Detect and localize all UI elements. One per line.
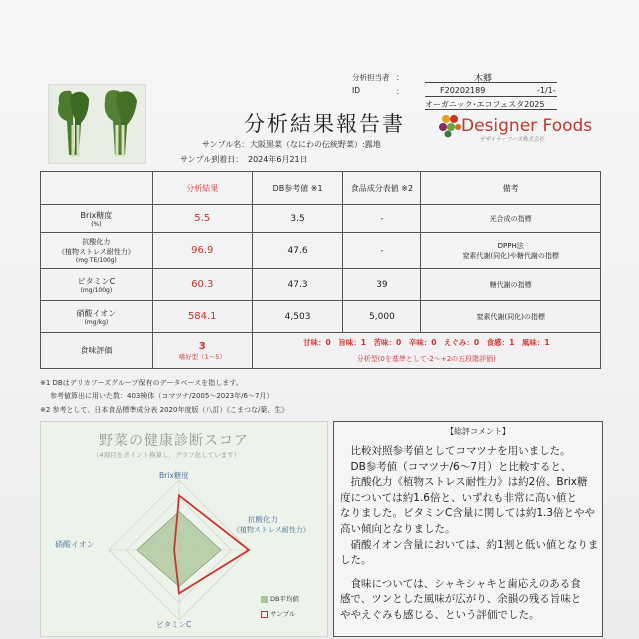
footnote-1: ※1 DBはデリカフーズグループ保有のデータベースを指します。 — [40, 379, 243, 387]
row-food: 5,000 — [343, 301, 421, 333]
health-score-panel — [40, 421, 328, 637]
analyst-colon: ： — [396, 73, 404, 82]
footnote-2: ※2 参考として、日本食品標準成分表 2020年度版（八訂）《こまつな/葉、生》 — [40, 406, 289, 414]
header-note: 備考 — [421, 172, 601, 205]
results-table — [40, 171, 601, 369]
analyst-value: 木郷 — [474, 74, 493, 84]
table-header-row — [41, 172, 601, 205]
row-name: 抗酸化力 — [82, 238, 111, 246]
event-underline — [425, 109, 557, 110]
analyst-underline — [425, 82, 557, 83]
page-number: -1/1- — [537, 86, 556, 95]
table-row — [41, 205, 601, 233]
row-unit: (mg/100g) — [80, 286, 113, 294]
legend-db-swatch — [261, 596, 268, 603]
comment-box — [333, 421, 603, 637]
legend-sample: サンプル — [270, 610, 296, 618]
sample-value: 大阪黒菜（なにわの伝統野菜）:露地 — [250, 140, 381, 149]
row-unit: (%) — [91, 220, 102, 228]
comment-line: ややえぐみも感じる、という評価でした。 — [340, 608, 540, 621]
report-title: 分析結果報告書 — [244, 112, 405, 136]
header-food: 食品成分表値 ※2 — [343, 172, 421, 205]
row-name: Brix糖度 — [80, 210, 113, 220]
id-colon: ： — [396, 87, 404, 96]
comment-line — [340, 569, 600, 577]
id-value: F20202189 — [440, 86, 486, 95]
table-row — [41, 233, 601, 269]
id-underline — [425, 96, 557, 97]
leaf-bunch-left — [58, 91, 89, 157]
radar-legend — [261, 594, 299, 618]
comment-line: 抗酸化力《植物ストレス耐性力》は約2倍、Brix糖 — [340, 476, 588, 489]
axis-top-label: Brix糖度 — [159, 471, 189, 480]
axis-bottom-label: ビタミンC — [156, 620, 192, 629]
axis-left-label: 硝酸イオン — [55, 540, 95, 549]
axis-right-label: 抗酸化力 — [248, 515, 278, 524]
taste-name: 食味評価 — [41, 333, 153, 369]
vegetable-photo — [48, 84, 146, 164]
comment-line: 高い傾向となりました。 — [340, 522, 456, 535]
arrival-label: サンプル到着日： — [180, 155, 244, 164]
taste-scores-note: 分析型(0を基準として-2～+2の五段階評価) — [356, 355, 496, 363]
comment-line: 感で、ツンとした風味が広がり、余韻の残る旨味と — [340, 593, 582, 606]
row-food: - — [343, 205, 421, 233]
row-result: 5.5 — [152, 205, 252, 233]
comment-line: DB参考値（コマツナ/6～7月）と比較すると、 — [340, 460, 572, 473]
id-label: ID — [352, 86, 360, 95]
row-note: 窒素代謝(同化)の指標 — [421, 301, 601, 333]
header-result: 分析結果 — [152, 172, 252, 205]
comment-body — [340, 444, 600, 624]
comment-title: 【総評コメント】 — [446, 427, 510, 436]
leaf-bunch-right — [105, 90, 137, 157]
comment-line: 硝酸イオン含量においては、約1割と低い値となりま — [340, 538, 599, 551]
axis-right-sub-label: 《植物ストレス耐性力》 — [233, 526, 310, 534]
row-result: 96.9 — [152, 233, 252, 269]
sample-label: サンプル名： — [202, 140, 250, 149]
row-note: 光合成の指標 — [421, 205, 601, 233]
radar-title: 野菜の健康診断スコア — [99, 433, 249, 449]
analyst-label: 分析担当者 — [352, 73, 390, 82]
comment-line: 比較対照参考値としてコマツナを用いました。 — [340, 445, 571, 457]
legend-sample-swatch — [261, 611, 268, 618]
row-result: 584.1 — [152, 301, 252, 333]
comment-line: 度については約1.6倍と、いずれも非常に高い値と — [340, 491, 577, 504]
row-unit: (mg TE/100g) — [75, 257, 117, 264]
row-result: 60.3 — [152, 269, 252, 301]
row-db: 4,503 — [252, 301, 343, 333]
row-food: - — [343, 233, 421, 269]
footnote-1b: 参考値算出に用いた数：403検体（コマツナ/2005～2023年/6～7月） — [50, 392, 274, 400]
radar-subtitle: （4項目をポイント換算し，グラフ化しています） — [93, 451, 241, 459]
legend-db: DB平均値 — [270, 595, 299, 603]
event-name: オーガニック･エコフェスタ2025 — [425, 100, 545, 109]
logo-name: Designer Foods — [461, 116, 593, 136]
row-note: DPPH法 — [497, 241, 524, 250]
comment-line: なりました。ビタミンC含量に関しては約1.3倍とやや — [340, 507, 596, 520]
row-unit: (mg/kg) — [84, 318, 109, 326]
header-db: DB参考値 ※1 — [252, 172, 343, 205]
grape-logo-icon — [439, 112, 461, 138]
comment-line: 食味については、シャキシャキと歯応えのある食 — [340, 577, 581, 590]
arrival-value: 2024年6月21日 — [248, 155, 308, 164]
row-db: 3.5 — [252, 205, 343, 233]
row-db: 47.3 — [252, 269, 343, 301]
row-food: 39 — [343, 269, 421, 301]
table-row — [41, 301, 601, 333]
taste-scores: 甘味：0 旨味：1 苦味：0 辛味：0 えぐみ：0 食感：1 風味：1 — [303, 338, 550, 347]
row-db: 47.6 — [252, 233, 343, 269]
row-name: ビタミンC — [77, 276, 116, 286]
header-blank — [41, 172, 153, 205]
row-name: 硝酸イオン — [76, 308, 117, 318]
taste-value: 3 — [198, 340, 206, 352]
taste-value-note: 嗜好型（1～5） — [178, 352, 226, 361]
table-row — [41, 269, 601, 301]
logo-subtitle: デザイナーフーズ株式会社 — [480, 137, 545, 143]
comment-line: した。 — [340, 554, 372, 567]
taste-row — [41, 333, 601, 369]
row-note: 糖代謝の指標 — [421, 269, 601, 301]
row-name-sub: 《植物ストレス耐性力》 — [58, 248, 135, 256]
row-note-sub: 窒素代謝(同化)や糖代謝の指標 — [462, 251, 559, 260]
